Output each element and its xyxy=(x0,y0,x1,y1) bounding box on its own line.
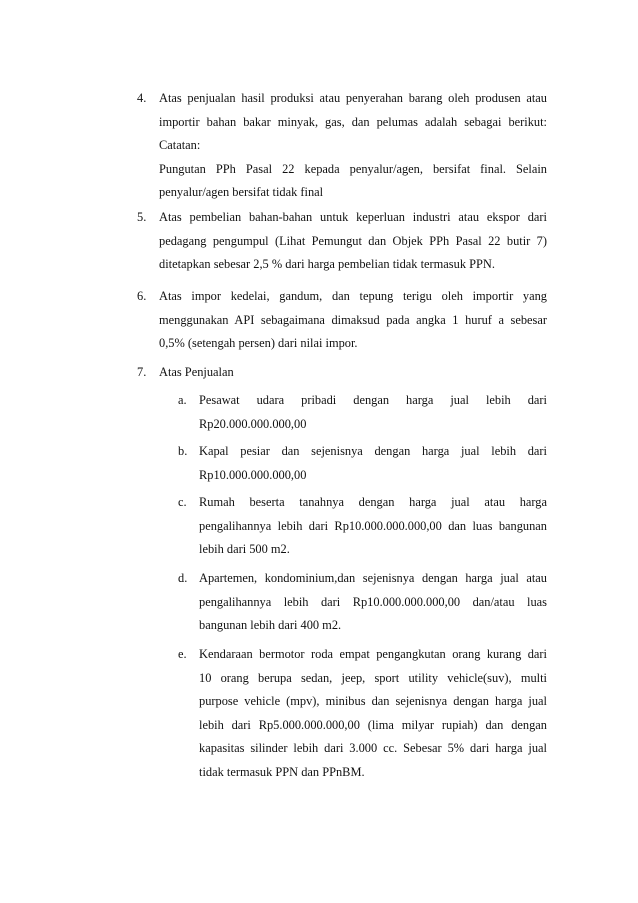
text-line: importir bahan bakar minyak, gas, dan pelumas adalah sebagai berikut: xyxy=(159,114,547,129)
text-line: 0,5% (setengah persen) dari nilai impor. xyxy=(159,336,358,350)
sub-item-letter: e. xyxy=(178,647,187,661)
sub-item-d xyxy=(178,567,547,638)
text-line: menggunakan API sebagaimana dimaksud pada angka 1 huruf a sebesar xyxy=(159,312,547,327)
item-text xyxy=(159,87,547,205)
item-text xyxy=(159,206,547,277)
sub-item-text xyxy=(199,643,547,784)
text-line: Kapal pesiar dan sejenisnya dengan harga jual lebih dari xyxy=(199,444,547,458)
text-line: Rumah beserta tanahnya dengan harga jual atau harga xyxy=(199,495,547,509)
sub-item-text xyxy=(199,491,547,562)
sub-item-letter: a. xyxy=(178,393,187,407)
sub-item-a xyxy=(178,389,547,436)
text-line: bangunan lebih dari 400 m2. xyxy=(199,618,342,632)
text-line: lebih dari Rp5.000.000.000,00 (lima milyar rupiah) dan dengan xyxy=(199,717,547,732)
sub-item-letter: d. xyxy=(178,571,188,585)
text-line: Catatan: xyxy=(159,138,201,152)
text-line: pengalihannya lebih dari Rp10.000.000.000,00 dan/atau luas xyxy=(199,594,547,609)
item-number: 5. xyxy=(137,210,147,224)
sub-item-text xyxy=(199,389,547,436)
text-line: Rp10.000.000.000,00 xyxy=(199,467,307,482)
text-line: Atas pembelian bahan-bahan untuk keperluan industri atau ekspor dari xyxy=(159,210,547,224)
text-line: Pesawat udara pribadi dengan harga jual lebih dari xyxy=(199,393,547,407)
text-line: kapasitas silinder lebih dari 3.000 cc. Sebesar 5% dari harga jual xyxy=(199,741,547,755)
sub-item-text xyxy=(199,567,547,638)
item-text xyxy=(159,361,547,385)
sub-item-letter: b. xyxy=(178,444,188,458)
list-item-7 xyxy=(137,361,547,385)
sub-item-e xyxy=(178,643,547,784)
item-number: 7. xyxy=(137,365,147,379)
item-text xyxy=(159,285,547,356)
text-line: Rp20.000.000.000,00 xyxy=(199,416,307,431)
item-number: 6. xyxy=(137,289,147,303)
text-line: Kendaraan bermotor roda empat pengangkutan orang kurang dari xyxy=(199,647,547,661)
sub-item-text xyxy=(199,440,547,487)
text-line: pengalihannya lebih dari Rp10.000.000.000,00 dan luas bangunan xyxy=(199,518,547,533)
text-line: Atas Penjualan xyxy=(159,365,234,379)
text-line: ditetapkan sebesar 2,5 % dari harga pembelian tidak termasuk PPN. xyxy=(159,257,495,271)
list-item-6 xyxy=(137,285,547,356)
text-line: Atas penjualan hasil produksi atau penyerahan barang oleh produsen atau xyxy=(159,91,547,105)
sub-item-b xyxy=(178,440,547,487)
item-number: 4. xyxy=(137,91,147,105)
sub-item-letter: c. xyxy=(178,495,187,509)
list-item-4 xyxy=(137,87,547,205)
text-line: Atas impor kedelai, gandum, dan tepung terigu oleh importir yang xyxy=(159,289,547,303)
text-line: pedagang pengumpul (Lihat Pemungut dan Objek PPh Pasal 22 butir 7) xyxy=(159,233,547,248)
sub-item-c xyxy=(178,491,547,562)
text-line: Pungutan PPh Pasal 22 kepada penyalur/agen, bersifat final. Selain xyxy=(159,161,547,176)
text-line: purpose vehicle (mpv), minibus dan sejenisnya dengan harga jual xyxy=(199,694,547,708)
text-line: penyalur/agen bersifat tidak final xyxy=(159,185,324,199)
list-item-5 xyxy=(137,206,547,277)
text-line: lebih dari 500 m2. xyxy=(199,542,290,556)
text-line: Apartemen, kondominium,dan sejenisnya dengan harga jual atau xyxy=(199,571,547,585)
text-line: tidak termasuk PPN dan PPnBM. xyxy=(199,764,365,779)
text-line: 10 orang berupa sedan, jeep, sport utility vehicle(suv), multi xyxy=(199,670,547,685)
